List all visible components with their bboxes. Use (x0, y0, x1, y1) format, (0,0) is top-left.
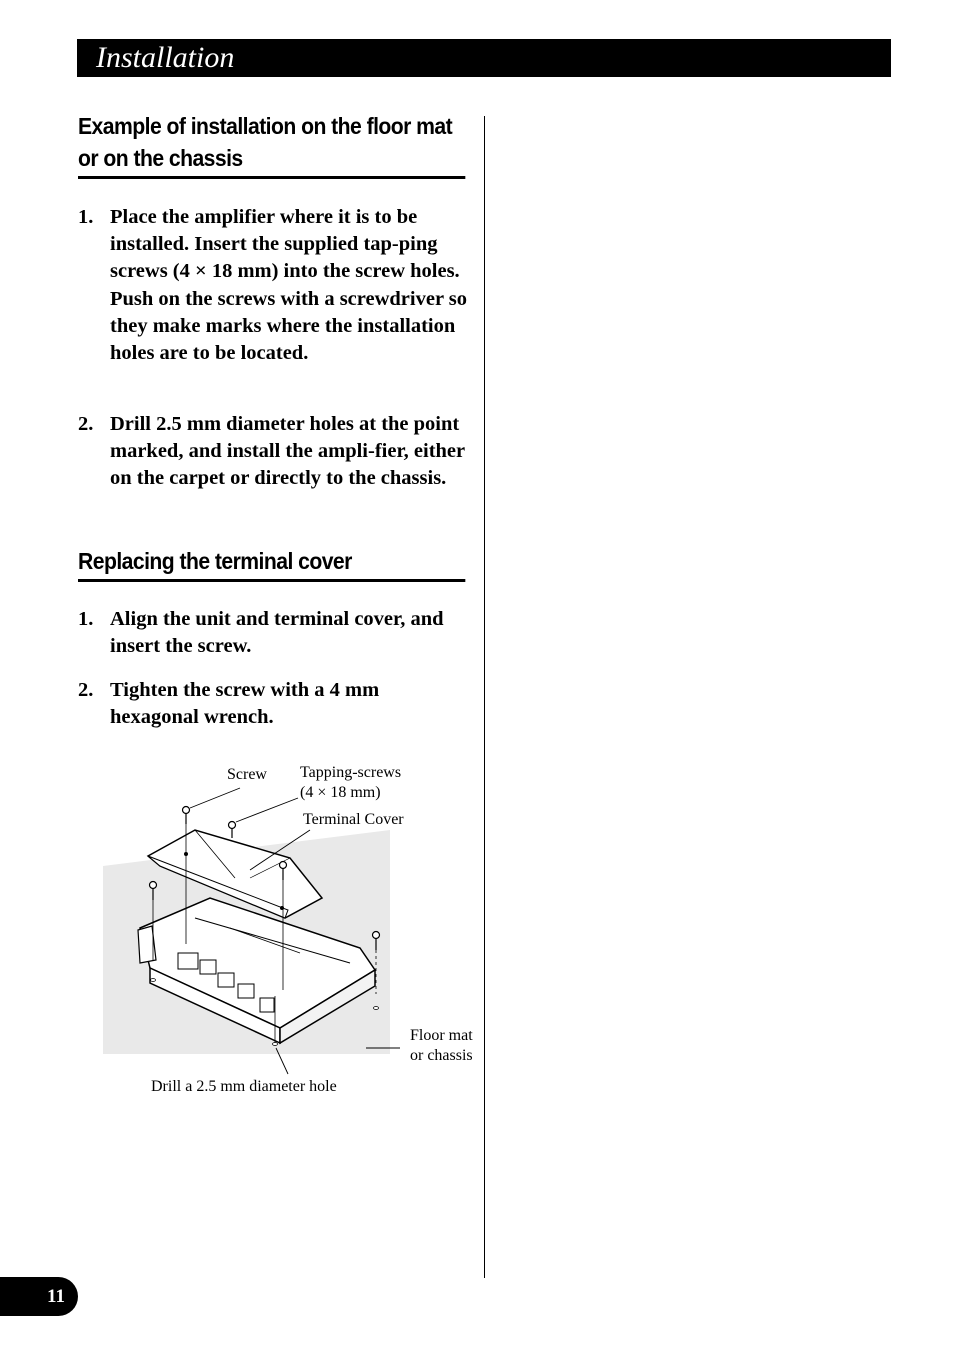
label-or-chassis: or chassis (410, 1047, 473, 1064)
step-floor-2 (78, 411, 470, 493)
step-number: 2. (78, 679, 94, 701)
page-header-bar (77, 39, 891, 77)
step-number: 2. (78, 413, 94, 435)
label-floor-mat: Floor mat (410, 1027, 473, 1044)
section-heading-floor-installation: Example of installation on the floor mat or on the chassis (78, 110, 465, 179)
label-terminal-cover: Terminal Cover (303, 811, 404, 828)
step-floor-1 (78, 204, 470, 367)
step-cover-2 (78, 677, 470, 731)
step-text: Place the amplifier where it is to be installed. Insert the supplied tap-ping screws (4 × 18 mm) into the screw holes. Push on the screws with a screwdriver so they make marks where the installation holes are to be located. (110, 206, 468, 365)
step-cover-1 (78, 606, 470, 660)
step-text: Align the unit and terminal cover, and insert the screw. (110, 608, 444, 658)
installation-figure (100, 758, 486, 1103)
label-tapping-screws: Tapping-screws (300, 764, 402, 781)
page-header-title: Installation (96, 41, 235, 74)
section-heading-terminal-cover: Replacing the terminal cover (78, 545, 465, 582)
page-number-tab (0, 1277, 78, 1316)
label-screw: Screw (227, 766, 267, 783)
step-text: Drill 2.5 mm diameter holes at the point marked, and install the ampli-fier, either on the carpet or directly to the chassis. (110, 413, 465, 490)
label-tapping-screws-size: (4 × 18 mm) (300, 784, 381, 801)
column-divider (484, 116, 485, 1278)
step-text: Tighten the screw with a 4 mm hexagonal wrench. (110, 679, 380, 729)
step-number: 1. (78, 206, 94, 228)
page-number: 11 (47, 1286, 65, 1307)
step-number: 1. (78, 608, 94, 630)
label-drill-hole: Drill a 2.5 mm diameter hole (151, 1078, 337, 1095)
